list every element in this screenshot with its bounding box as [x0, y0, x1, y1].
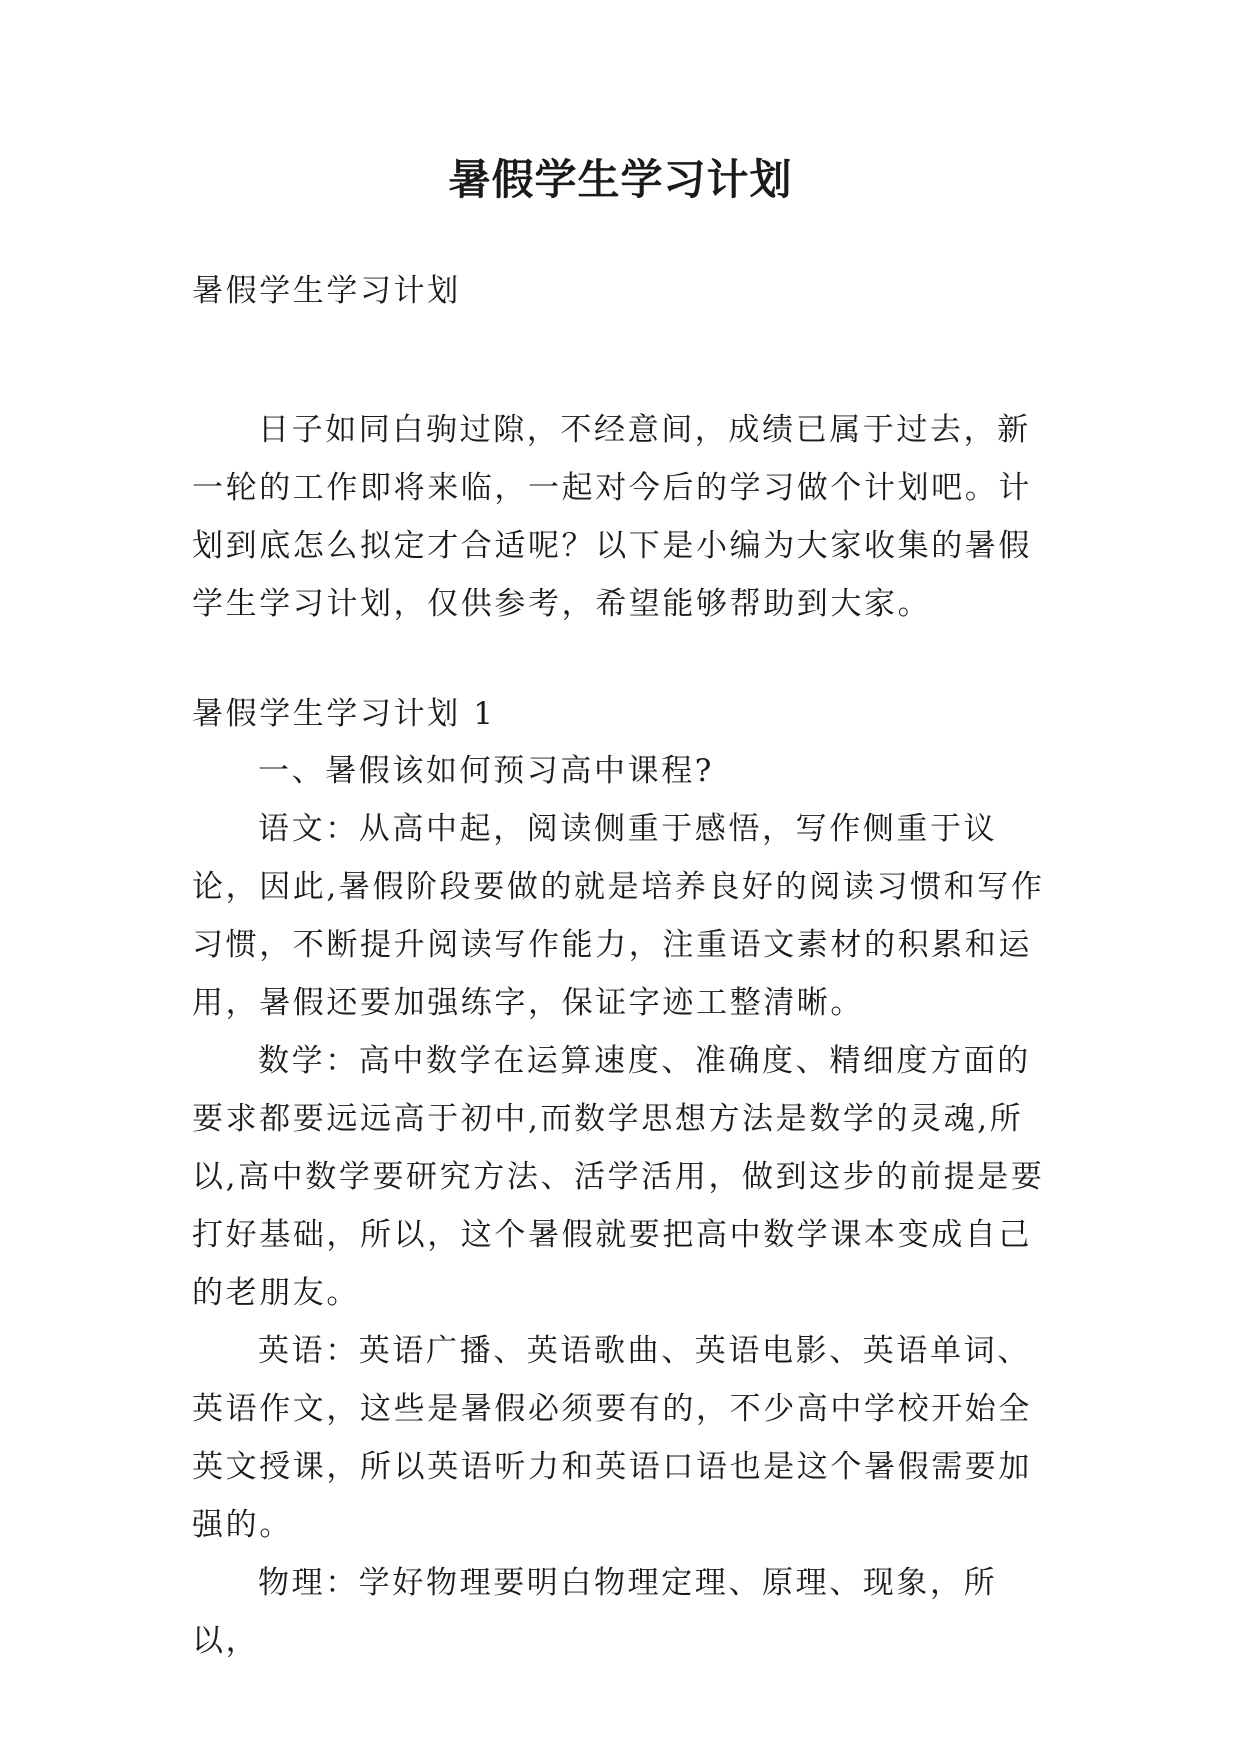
- section-heading: 暑假学生学习计划 1: [192, 696, 496, 732]
- paragraph-english: 英语：英语广播、英语歌曲、英语电影、英语单词、英语作文，这些是暑假必须要有的，不少高中学校开始全英文授课，所以英语听力和英语口语也是这个暑假需要加强的。: [192, 1333, 1032, 1543]
- section-question: 一、暑假该如何预习高中课程?: [258, 753, 715, 789]
- paragraph-math: 数学：高中数学在运算速度、准确度、精细度方面的要求都要远远高于初中,而数学思想方法是数学的灵魂,所以,高中数学要研究方法、活学活用，做到这步的前提是要打好基础，所以，这个暑假就要把高中数学课本变成自己的老朋友。: [192, 1043, 1045, 1311]
- paragraph-physics: 物理：学好物理要明白物理定理、原理、现象，所以，: [192, 1565, 998, 1659]
- paragraph-chinese: 语文：从高中起，阅读侧重于感悟，写作侧重于议论，因此,暑假阶段要做的就是培养良好的阅读习惯和写作习惯，不断提升阅读写作能力，注重语文素材的积累和运用，暑假还要加强练字，保证字迹工整清晰。: [192, 811, 1045, 1021]
- document-subtitle: 暑假学生学习计划: [192, 273, 461, 309]
- document-title: 暑假学生学习计划: [448, 155, 793, 204]
- intro-paragraph: 日子如同白驹过隙，不经意间，成绩已属于过去，新一轮的工作即将来临，一起对今后的学习做个计划吧。计划到底怎么拟定才合适呢？以下是小编为大家收集的暑假学生学习计划，仅供参考，希望能够帮助到大家。: [192, 412, 1032, 622]
- subject-paragraphs: [192, 800, 1052, 1670]
